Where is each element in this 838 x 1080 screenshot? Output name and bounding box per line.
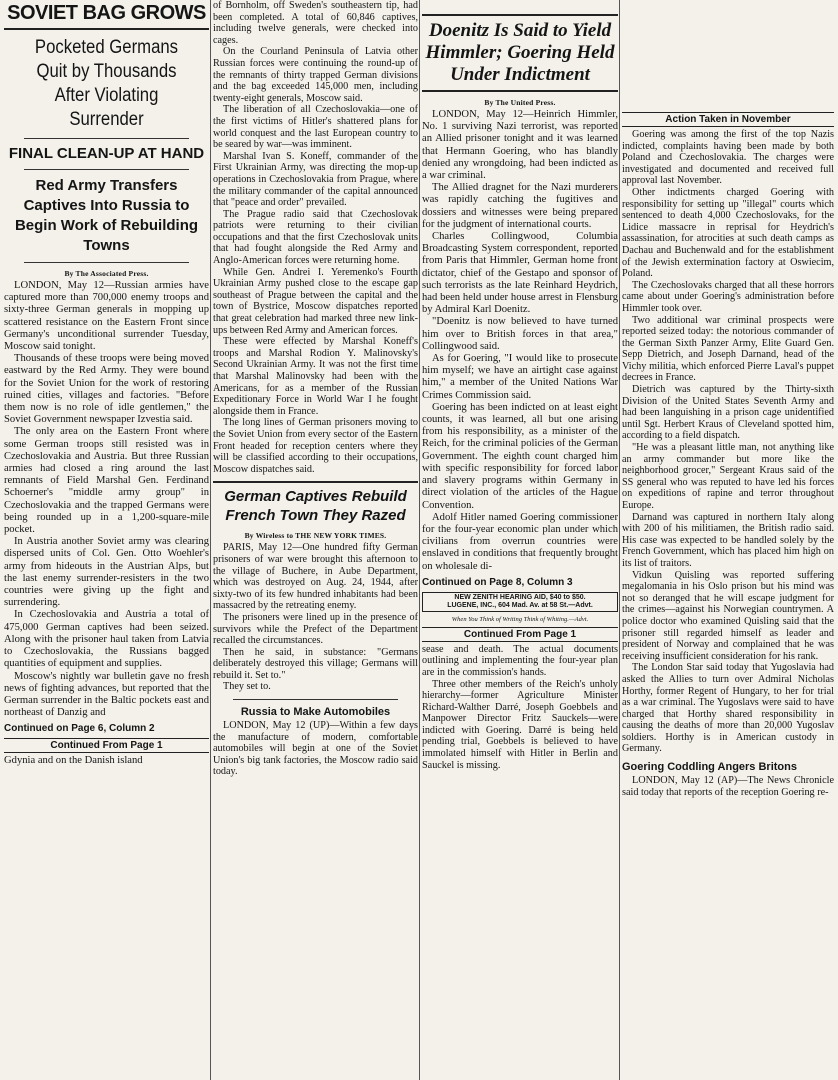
- article-soviet-bag-grows: [4, 0, 209, 1080]
- column-rule: [619, 0, 620, 1080]
- article-body: [622, 129, 834, 755]
- paragraph: Three other members of the Reich's unholy hierarchy—former Agriculture Minister Richard-Walther Darré, Joseph Goebbels and Manpower Director Fritz Sauckels—were indicted with Goering. Darré is being held pending trial, Goebbels is believed to have immolated himself with Hitler in Berlin and Sauckel is missing.: [422, 678, 618, 771]
- paragraph: The Czechoslovaks charged that all these horrors came about under Goering's administration before Himmler took over.: [622, 279, 834, 314]
- paragraph: LONDON, May 12—Russian armies have captured more than 700,000 enemy troops and sixty-three German generals in mopping up scattered resistance on the Eastern Front since Germany's unconditional surrender Tuesday, Moscow said tonight.: [4, 280, 209, 353]
- divider: [4, 28, 209, 30]
- article-body: [213, 0, 418, 475]
- divider: [24, 169, 189, 170]
- paragraph: While Gen. Andrei I. Yeremenko's Fourth Ukrainian Army pushed close to the escape gap southeast of Prague between the capital and the town of Bystrice, Moscow dispatches reported that great celebration had marked three new link-ups between Red Army and American forces.: [213, 266, 418, 336]
- paragraph: PARIS, May 12—One hundred fifty German prisoners of war were brought this afternoon to the village of Buchere, in Aube Department, which was destroyed on Aug. 24, 1944, after sixty-two of its few hundred inhabitants had been massacred by the retreating enemy.: [213, 542, 418, 612]
- ad-line: LUGENE, INC., 604 Mad. Av. at 58 St.—Advt.: [447, 601, 593, 609]
- advertisement-small: When You Think of Writing Think of Whiting.—Advt.: [451, 615, 589, 623]
- paragraph: Goering was among the first of the top Nazis indicted, complaints having been made by both Poland and Czechoslovakia. The charges were investigated and documented and received full approval last November.: [622, 129, 834, 187]
- paragraph: The liberation of all Czechoslovakia—one of the first victims of Hitler's shattered plans for world conquest and the last European country to be seared by war—was imminent.: [213, 104, 418, 151]
- deck-headline: FINAL CLEAN-UP AT HAND: [8, 145, 205, 162]
- paragraph: Goering has been indicted on at least eight counts, it was learned, all but one arising from his responsibility, as a minister of the Reich, for the criminal policies of the German Government. The eighth count charged him with specific responsibility for forced labor and slavery programs within Germany in direct violation of the articles of the Hague Convention.: [422, 401, 618, 511]
- paragraph: Thousands of these troops were being moved eastward by the Red Army. They were bound for the Soviet Union for the work of restoring ruined cities, villages and factories. "Before them now is no role of idle gentlemen," the Soviet Government newspaper Izvestia said.: [4, 353, 209, 426]
- column-rule: [210, 0, 211, 1080]
- article-body: [4, 280, 209, 719]
- paragraph: As for Goering, "I would like to prosecute him myself; we have an airtight case against him," a member of the United Nations War Crimes Commission said.: [422, 353, 618, 401]
- divider: [24, 138, 189, 139]
- article-continuation: [213, 0, 418, 1080]
- subheadline: Russia to Make Automobiles: [240, 706, 391, 719]
- ad-line: NEW ZENITH HEARING AID, $40 to $50.: [454, 593, 586, 601]
- paragraph: The prisoners were lined up in the presence of survivors while the Prefect of the Department recalled the circumstances.: [213, 611, 418, 647]
- box-headline: German Captives Rebuild French Town They Razed: [224, 488, 407, 525]
- byline: By The United Press.: [484, 98, 556, 107]
- paragraph: These were effected by Marshal Koneff's troops and Marshal Rodion Y. Malinovsky's Second Ukrainian Army. It was not the first time that Marshal Malinovsky had been with the Americans, for as a member of the Russian Expeditionary Force in World War I he fought alongside them in France.: [213, 336, 418, 417]
- paragraph: In Czechoslovakia and Austria a total of 475,000 German captives had been seized. Along with the prisoner haul taken from Latvia to Czechoslovakia, the Russians bagged quantities of equipment and supplies.: [4, 609, 209, 670]
- paragraph: Other indictments charged Goering with responsibility for setting up "illegal" courts which sentenced to death 4,000 Czechoslovaks, for the Lidice massacre in reprisal for Heydrich's assassination, for atrocities at such death camps as Dachau and Buchenwald and for the establishment of the Jewish extermination factory at Oswiecim, Poland.: [622, 186, 834, 280]
- subheadline: Goering Coddling Angers Britons: [622, 761, 797, 774]
- divider: [213, 481, 418, 483]
- paragraph: The Prague radio said that Czechoslovak patriots were returning to their civilian occupations and that the first Czechoslovak units that had fought alongside the Red Army and Anglo-American forces were returning home.: [213, 208, 418, 267]
- column-rule: [419, 0, 420, 1080]
- paragraph: The Allied dragnet for the Nazi murderers was rapidly catching the fugitives and dossiers and witnesses were being prepared for the judgment of international courts.: [422, 182, 618, 230]
- paragraph: Darnand was captured in northern Italy along with 200 of his militiamen, the British radio said. His case was expected to be handled solely by the French Government, which has placed him high on its list of traitors.: [622, 511, 834, 569]
- paragraph: In Austria another Soviet army was clearing dispersed units of Col. Gen. Otto Woehler's army from hideouts in the Austrian Alps, but the last enemy surrender-resisters in the two countries were giving up the fight and surrendering.: [4, 536, 209, 609]
- paragraph: Dietrich was captured by the Thirty-sixth Division of the United States Seventh Army and had been languishing in a prison cage unidentified until Sgt. Herbert Kraus of Cleveland spotted him, according to a field dispatch.: [622, 384, 834, 442]
- article-body: [422, 109, 618, 573]
- paragraph: Gdynia and on the Danish island: [4, 755, 143, 767]
- continued-head: Continued From Page 1: [4, 738, 209, 753]
- deck-headline: Red Army Transfers Captives Into Russia to Begin Work of Rebuilding Towns: [14, 177, 199, 254]
- article-indictments: [622, 0, 834, 1080]
- paragraph: The long lines of German prisoners moving to the Soviet Union from every sector of the Eastern Front headed for reception centers where they will be classified according to their occupations, Moscow dispatches said.: [213, 417, 418, 475]
- paragraph: Marshal Ivan S. Koneff, commander of the First Ukrainian Army, was directing the mop-up operations in Czechoslovakia from Prague, where the military commander of the capital announced that "peace and order" prevailed.: [213, 150, 418, 209]
- spacer: [622, 0, 834, 108]
- paragraph: They set to.: [223, 681, 271, 693]
- paragraph: sease and death. The actual documents outlining and implementing the four-year plan are in the commission's hands.: [422, 643, 618, 678]
- byline: By The Associated Press.: [64, 269, 149, 278]
- paragraph: "Doenitz is now believed to have turned him over to British forces in that area," Collingwood said.: [422, 316, 618, 352]
- paragraph: The London Star said today that Yugoslavia had asked the Allies to turn over Admiral Nicholas Horthy, former Regent of Hungary, to her for trial as a war criminal. The Yugoslavs were said to have charged that Horthy shared responsibility in causing the deaths of more than 20,000 Yugoslav soldiers. Horthy is in American custody in Germany.: [622, 662, 834, 755]
- divider: [24, 262, 189, 263]
- divider: [422, 14, 618, 16]
- jump-line: Continued on Page 6, Column 2: [4, 723, 155, 735]
- byline: By Wireless to THE NEW YORK TIMES.: [244, 531, 387, 541]
- paragraph: LONDON, May 12 (UP)—Within a few days the manufacture of modern, comfortable automobiles will begin at one of the Soviet Union's big tank factories, the Moscow radio said today.: [213, 720, 418, 778]
- article-doenitz: [422, 0, 618, 1080]
- paragraph: Charles Collingwood, Columbia Broadcasting System correspondent, reported from Paris that Himmler, German home front dictator, chief of the Gestapo and sponsor of such terrorists as the late Reinhard Heydrich, had been held under house arrest in Flensburg by Admiral Karl Doenitz.: [422, 231, 618, 316]
- paragraph: Then he said, in substance: "Germans deliberately destroyed this village; Germans will rebuild it. Set to.": [213, 646, 418, 681]
- section-head: Action Taken in November: [622, 112, 834, 127]
- paragraph: Two additional war criminal prospects were reported seized today: the notorious commander of the German Sixth Panzer Army, Elite Guard Gen. Sepp Dietrich, and Joseph Darnand, head of the Vichy militia, which enforced Pierre Laval's puppet decrees in France.: [622, 314, 834, 384]
- headline: Doenitz Is Said to Yield Himmler; Goering Held Under Indictment: [425, 20, 615, 85]
- paragraph: On the Courland Peninsula of Latvia other Russian forces were continuing the round-up of the remnants of thirty trapped German divisions and the bag exceeded 145,000 men, including twenty-eight generals, Moscow said.: [213, 46, 418, 104]
- divider: [233, 699, 398, 700]
- divider: [422, 90, 618, 92]
- paragraph: LONDON, May 12—Heinrich Himmler, No. 1 surviving Nazi terrorist, was reported an Allied prisoner tonight and it was learned that Hermann Goering, who has blandly denied any wrongdoing, had been indicted as a war criminal.: [422, 109, 618, 182]
- jump-line: Continued on Page 8, Column 3: [422, 576, 573, 588]
- deck-headline: Pocketed Germans Quit by Thousands After Violating Surrender: [34, 37, 179, 130]
- paragraph: of Bornholm, off Sweden's southeastern tip, had been completed. A total of 60,846 captives, including twelve generals, were checked into cages.: [213, 0, 418, 46]
- paragraph: "He was a pleasant little man, not anything like an army commander but more like the neighborhood grocer," Sergeant Kraus said of the SS general who was reputed to have led his forces on expeditions of rapine and terror throughout Europe.: [622, 442, 834, 511]
- paragraph: LONDON, May 12 (AP)—The News Chronicle said today that reports of the reception Goering re-: [622, 775, 834, 798]
- paragraph: Vidkun Quisling was reported suffering megalomania in his Oslo prison but his mind was not so deranged that he will escape judgment for the crimes—against his Norwegian countrymen. A police doctor who examined Quisling said that the prisoner still regarded himself as leader and president of Norway and complained that he was receiving insufficient consideration for his rank.: [622, 569, 834, 662]
- paragraph: Moscow's nightly war bulletin gave no fresh news of fighting advances, but reported that the German surrender in the Baltic pockets east and northeast of Danzig and: [4, 670, 209, 719]
- paragraph: Adolf Hitler named Goering commissioner for the four-year economic plan under which civilians from overrun countries were enslaved in conditions that frequently brought on wholesale di-: [422, 511, 618, 572]
- headline: SOVIET BAG GROWS: [7, 2, 206, 24]
- continued-head: Continued From Page 1: [422, 627, 618, 642]
- advertisement: [422, 592, 618, 612]
- paragraph: The only area on the Eastern Front where some German troops still resisted was in Czechoslovakia and Austria. But three Russian armies had closed a ring around the last remnants of Field Marshal Gen. Ferdinand Schoerner's "middle army group" in Czechoslovakia and the trapped Germans were being rounded up in a 1,200-square-mile pocket.: [4, 426, 209, 536]
